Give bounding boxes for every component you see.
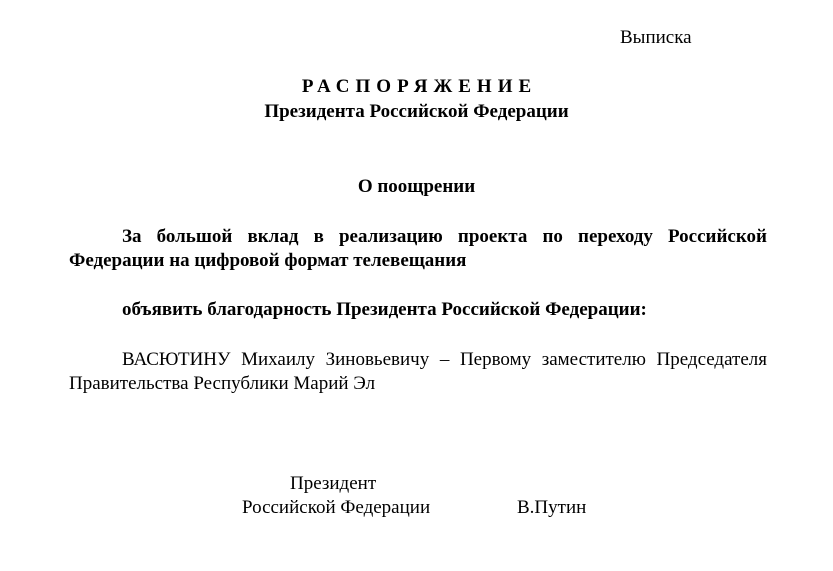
decision-line: объявить благодарность Президента Российской Федерации: — [122, 299, 647, 320]
extract-label: Выписка — [620, 27, 692, 48]
document-type-heading: РАСПОРЯЖЕНИЕ — [301, 76, 538, 97]
signatory-title-line1: Президент — [290, 473, 377, 494]
reason-paragraph: За большой вклад в реализацию проекта по переходу Российской Федерации на цифровой формат телевещания — [69, 226, 767, 271]
signatory-title-line2: Российской Федерации — [242, 497, 431, 518]
signatory-name: В.Путин — [517, 497, 587, 518]
document-subject: О поощрении — [357, 176, 476, 197]
issuer-heading: Президента Российской Федерации — [264, 101, 569, 122]
award-paragraph: ВАСЮТИНУ Михаилу Зиновьевичу – Первому заместителю Председателя Правительства Республики Марий Эл — [69, 349, 767, 394]
